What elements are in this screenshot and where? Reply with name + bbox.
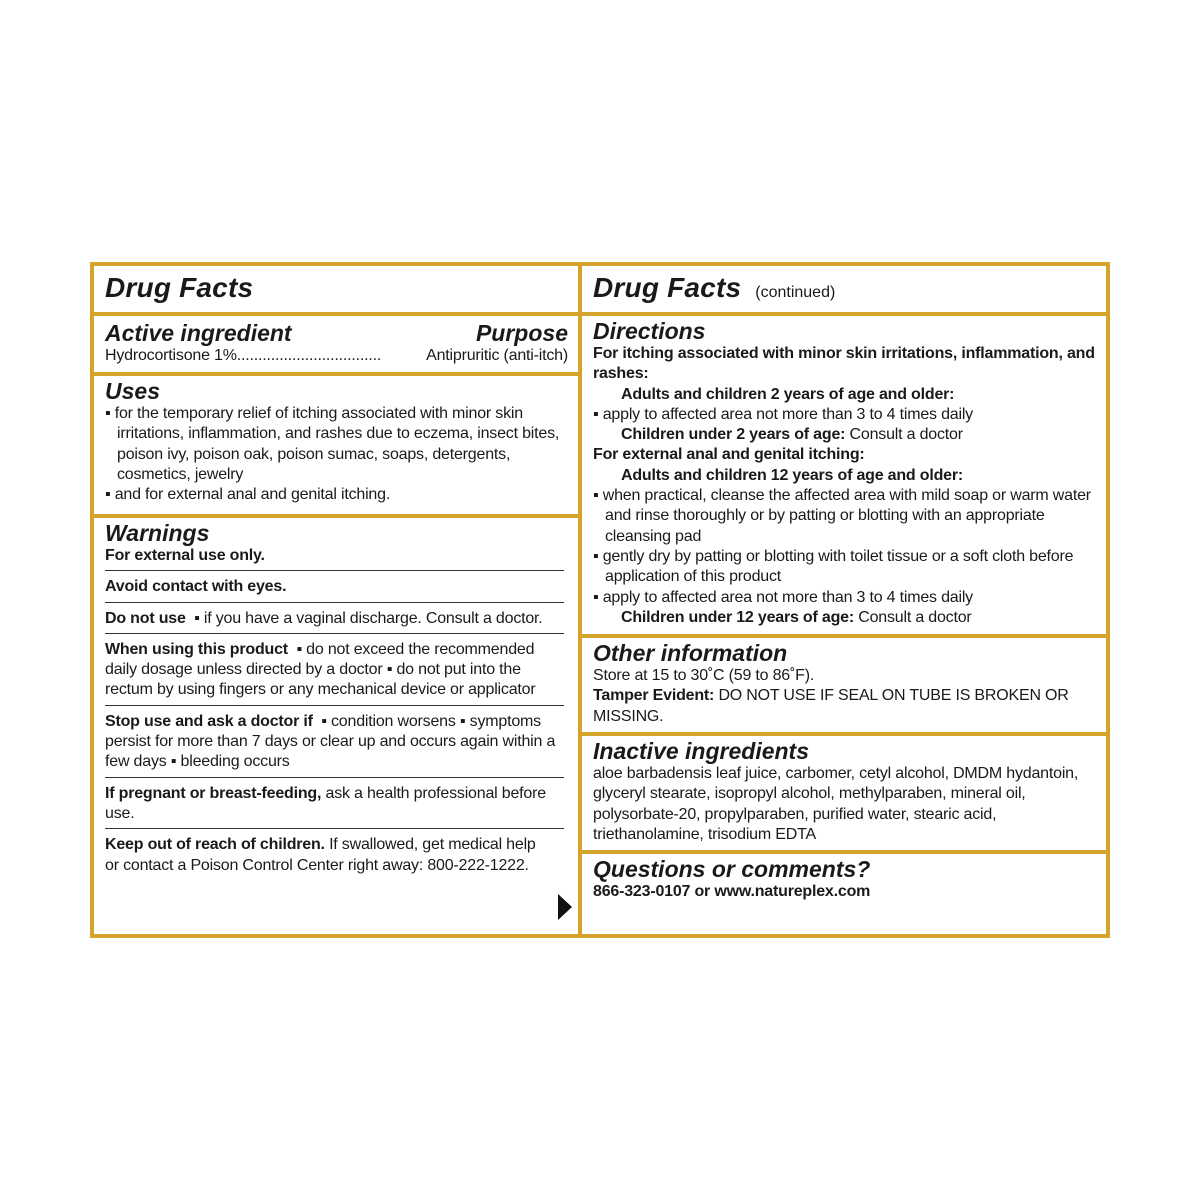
directions-g2-item: ▪ apply to affected area not more than 3 to 4 times daily [593, 588, 973, 606]
uses-item: ▪ and for external anal and genital itching. [105, 486, 391, 504]
when-using-block: When using this product ▪ do not exceed the recommended daily dosage unless directed by a doctor ▪ do not put into the rectum by using fingers or any mechanical device or applicator [105, 633, 564, 701]
storage-text: Store at 15 to 30˚C (59 to 86˚F). [593, 667, 815, 684]
uses-section [94, 372, 578, 514]
drug-facts-panel-left [90, 262, 582, 938]
inactive-ingredients-heading: Inactive ingredients [593, 738, 810, 764]
continue-arrow-icon [558, 894, 572, 920]
directions-section [582, 312, 1106, 634]
keep-out-label: Keep out of reach of children. [105, 836, 325, 854]
inactive-ingredients-list: aloe barbadensis leaf juice, carbomer, cetyl alcohol, DMDM hydantoin, glyceryl stearate, isopropyl alcohol, methylparaben, mineral oil, polysorbate-20, propylparaben, purified water, stearic acid, triethanolamine, trisodium EDTA [593, 765, 1079, 843]
directions-group-2-title: For external anal and genital itching: [593, 446, 865, 464]
questions-heading: Questions or comments? [593, 856, 871, 882]
stop-use-label: Stop use and ask a doctor if [105, 712, 313, 730]
directions-heading: Directions [593, 318, 706, 344]
directions-g1-adults: Adults and children 2 years of age and older: [621, 385, 955, 403]
other-information-section [582, 634, 1106, 732]
active-ingredient-purpose: Antipruritic (anti-itch) [426, 347, 568, 364]
pregnant-label: If pregnant or breast-feeding, [105, 784, 322, 802]
pregnant-text: ask a health professional before use. [105, 784, 546, 822]
active-ingredient-section [94, 312, 578, 372]
pregnant-block [105, 777, 564, 825]
active-ingredient-heading: Active ingredient [105, 320, 292, 346]
uses-item: ▪ for the temporary relief of itching associated with minor skin irritations, inflammation, and rashes due to eczema, insect bites, poison ivy, poison oak, poison sumac, soaps, detergents, cosmetics, jewelry [105, 405, 560, 483]
other-information-heading: Other information [593, 640, 788, 666]
keep-out-block [105, 828, 564, 876]
purpose-heading: Purpose [475, 320, 568, 346]
keep-out-text: If swallowed, get medical help or contact a Poison Control Center right away: 800-222-1222. [105, 836, 536, 874]
do-not-use-text: if you have a vaginal discharge. Consult a doctor. [203, 609, 543, 627]
active-ingredient-line [105, 346, 568, 366]
warnings-heading: Warnings [105, 520, 210, 546]
directions-g2-adults: Adults and children 12 years of age and older: [621, 466, 963, 484]
drug-facts-panel-right [578, 262, 1110, 938]
continued-note: (continued) [755, 284, 836, 301]
questions-section [582, 850, 1106, 934]
directions-g2-children: Children under 12 years of age: Consult a doctor [621, 608, 972, 626]
drug-facts-title: Drug Facts [105, 272, 254, 303]
drug-facts-header [94, 266, 578, 312]
drug-facts-continued-header [582, 266, 1106, 312]
directions-g2-item: ▪ gently dry by patting or blotting with toilet tissue or a soft cloth before application of this product [593, 547, 1074, 586]
when-using-label: When using this product [105, 640, 288, 658]
avoid-contact-eyes: Avoid contact with eyes. [105, 570, 564, 597]
directions-g1-item: ▪ apply to affected area not more than 3 to 4 times daily [593, 405, 973, 423]
drug-facts-title-continued: Drug Facts (continued) [593, 272, 836, 303]
stop-use-block: Stop use and ask a doctor if ▪ condition worsens ▪ symptoms persist for more than 7 days or clear up and occurs again within a few days ▪ bleeding occurs [105, 705, 564, 773]
leader-dots: .................................. [236, 347, 382, 364]
warnings-section [94, 514, 578, 934]
active-ingredient-name: Hydrocortisone 1% [105, 347, 237, 364]
do-not-use-label: Do not use [105, 609, 186, 627]
inactive-ingredients-section [582, 732, 1106, 850]
do-not-use-block: Do not use ▪ if you have a vaginal discharge. Consult a doctor. [105, 602, 564, 629]
contact-info: 866-323-0107 or www.natureplex.com [593, 883, 871, 900]
directions-g2-item: ▪ when practical, cleanse the affected area with mild soap or warm water and rinse thoroughly or by patting or blotting with an appropriate cleansing pad [593, 487, 1091, 545]
directions-g1-children: Children under 2 years of age: Consult a doctor [621, 426, 963, 444]
external-use-only: For external use only. [105, 547, 265, 564]
tamper-evident: Tamper Evident: DO NOT USE IF SEAL ON TUBE IS BROKEN OR MISSING. [593, 687, 1069, 725]
directions-group-1-title: For itching associated with minor skin irritations, inflammation, and rashes: [593, 345, 1095, 383]
uses-heading: Uses [105, 378, 160, 404]
